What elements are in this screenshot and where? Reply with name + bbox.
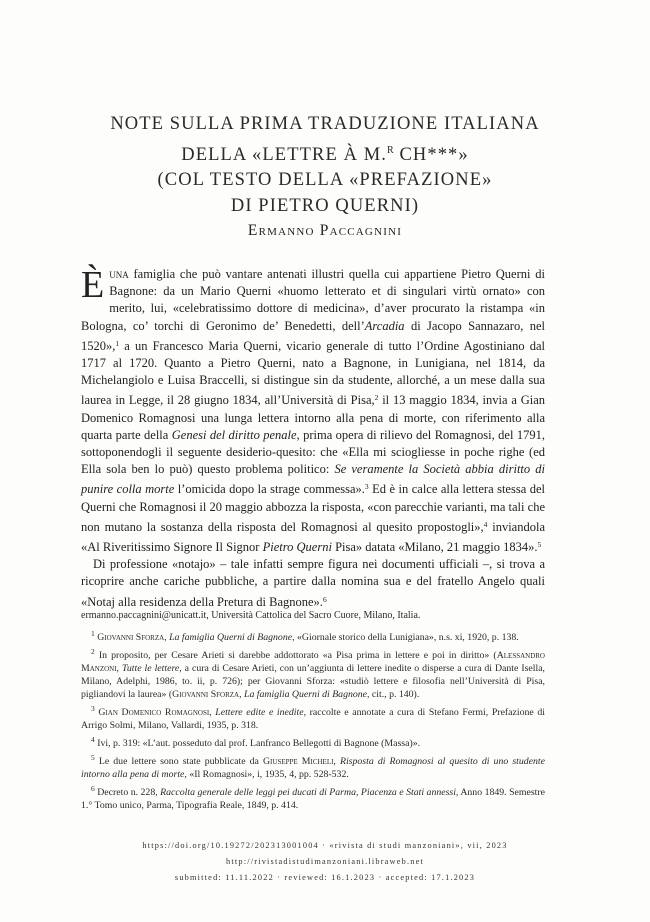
text-run: , raccolte e annotate a cura di Stefano Fermi, Prefazione di Arrigo Solmi, Milano, Vallardi, 1935, p. 318. — [81, 707, 545, 731]
footnote-2 — [81, 645, 545, 701]
paragraph-2 — [81, 556, 545, 611]
footnotes — [81, 609, 545, 813]
footnote-5 — [81, 751, 545, 781]
text-run: In proposito, per Cesare Arieti si darebbe addottorato «a Pisa prima in lettere e poi in diritto» ( — [94, 650, 497, 661]
text-run: , — [116, 663, 122, 674]
text-run: Di professione «notajo» – tale infatti sempre figura nei documenti ufficiali –, si trova a ricoprire anche cariche pubbliche, a partire dalla nomina sua e del fratello Angelo quali «Notaj alla residenza della Pretura di Bagnone». — [81, 557, 545, 609]
title-line-1: NOTE SULLA PRIMA TRADUZIONE ITALIANA — [110, 114, 540, 134]
footnote-ref-6[interactable]: 6 — [322, 594, 327, 604]
text-run: , «Giornale storico della Lunigiana», n.s. xi, 1920, p. 138. — [292, 632, 519, 643]
footnote-number: 5 — [91, 753, 95, 762]
italic-run: Pietro Querni — [262, 540, 332, 555]
article-title — [60, 112, 590, 219]
italic-run: Lettere edite e inedite — [215, 707, 304, 718]
footnote-ref-2[interactable]: 2 — [374, 393, 379, 403]
text-run: Le due lettere sono state pubblicate da — [94, 756, 263, 767]
text-run: , cit., p. 140). — [367, 689, 420, 700]
text-run: Ivi, p. 319: «L’aut. posseduto dal prof. Lanfranco Bellegotti di Bagnone (Massa)». — [94, 738, 421, 749]
smallcaps-opening: una — [109, 267, 129, 281]
smallcaps-run: Giuseppe Micheli — [262, 756, 334, 767]
text-run: , a cura di Cesare Arieti, con un’aggiunta di lettere inedite o disperse a cura di Dante Isella, Milano, Adelphi, 1986, to. ii, p. 726); per Giovanni Sforza: «studiò lettere e filosofia nell’Università di Pisa, pigliandovi la laurea» ( — [81, 663, 545, 700]
text-run: l’omicida dopo la strage commessa». — [174, 482, 365, 497]
author-name: Ermanno Paccagnini — [247, 222, 403, 239]
italic-run: Risposta di Romagnosi al quesito di uno studente intorno alla pena di morte — [81, 756, 545, 780]
footnote-4 — [81, 733, 545, 750]
italic-run: Se veramente la Società abbia diritto di punire colla morte — [81, 462, 545, 497]
text-run: , — [209, 707, 216, 718]
smallcaps-run: Gian Domenico Romagnosi — [98, 707, 210, 718]
text-run: il 13 maggio 1834, invia a Gian Domenico Romagnosi una lunga lettera intorno alla pena di morte, con riferimento alla quarta parte della — [81, 393, 545, 442]
text-run: Anno 1849. Semestre 1.° Tomo unico, Parma, Tipografia Reale, 1849, p. 414. — [81, 787, 546, 811]
italic-run: Tutte le lettere — [121, 663, 180, 674]
footnote-ref-1[interactable]: 1 — [115, 338, 120, 348]
text-run: a un Francesco Maria Querni, vicario generale di tutto l’Ordine Agostiniano dal 1717 al 1720. Quanto a Pietro Querni, nato a Bagnone, in Lunigiana, nel 1814, da Michelangiolo e Luisa Braccelli, si distingue sin da studente, allorché, a un mese dalla sua laurea in Legge, il 28 giugno 1834, all’Università di Pisa, — [81, 338, 545, 408]
footnote-6 — [81, 782, 545, 812]
footnote-ref-5[interactable]: 5 — [537, 540, 542, 550]
italic-run: La famiglia Querni di Bagnone — [244, 689, 368, 700]
italic-run: Raccolta generale delle leggi pei ducati di Parma, Piacenza e Stati annessi, — [160, 787, 459, 798]
title-line-2-post: CH***» — [393, 144, 469, 165]
submission-dates: submitted: 11.11.2022 · reviewed: 16.1.2023 · accepted: 17.1.2023 — [174, 873, 476, 882]
footnote-1 — [81, 627, 545, 644]
footnote-number: 3 — [91, 704, 95, 713]
text-run: inviandola «Al Riveritissimo Signore Il Signor — [81, 519, 545, 555]
text-run: Decreto n. 228, — [94, 787, 161, 798]
text-run: , — [239, 689, 245, 700]
text-run: , — [164, 632, 170, 643]
italic-run: La famiglia Querni di Bagnone — [169, 632, 293, 643]
text-run: , — [333, 756, 340, 767]
smallcaps-run: Giovanni Sforza — [172, 689, 240, 700]
footnote-number: 2 — [91, 647, 95, 656]
italic-run: Genesi del diritto penale — [171, 427, 297, 442]
doi-line[interactable]: https://doi.org/10.19272/202313001004 · «rivista di studi manzoniani», vii, 2023 — [142, 841, 508, 850]
footnote-ref-4[interactable]: 4 — [483, 519, 488, 529]
footnote-ref-3[interactable]: 3 — [364, 482, 369, 492]
journal-url[interactable]: http://rivistadistudimanzoniani.libraweb.net — [226, 857, 424, 866]
drop-cap: È — [81, 264, 105, 306]
paragraph-1 — [81, 266, 545, 556]
text-run: di Jacopo Sannazaro, nel 1520», — [81, 318, 545, 353]
text-run: , «Il Romagnosi», i, 1935, 4, pp. 528-532. — [184, 769, 349, 780]
text-run: famiglia che può vantare antenati illustri quella cui appartiene Pietro Querni di Bagnone: da un Mario Querni «huomo letterato et di singulari virtù ornato» con merito, lui, «celebratissimo dottore di medicina», d’aver procurato la ristampa «in Bologna, co’ torchi di Geronimo de’ Benedetti, dell’ — [81, 267, 545, 333]
title-line-4: DI PIETRO QUERNI) — [230, 195, 420, 216]
smallcaps-run: Giovanni Sforza — [97, 632, 165, 643]
title-line-2-sup: R — [387, 144, 394, 156]
text-run: , prima opera di rilievo del Romagnosi, del 1791, sottoponendogli il seguente desiderio-quesito: che «Ella mi sciogliesse in poche righe (ed Ella sola ben lo può) questo problema politico: — [81, 427, 545, 477]
footnote-number: 1 — [91, 629, 95, 638]
text-run: Pisa» datata «Milano, 21 maggio 1834». — [331, 540, 538, 555]
footnote-number: 6 — [91, 784, 95, 793]
italic-run: Arcadia — [364, 318, 405, 333]
title-line-3: (COL TESTO DELLA «PREFAZIONE» — [157, 170, 493, 190]
footnote-number: 4 — [91, 735, 95, 744]
smallcaps-run: Alessandro Manzoni — [81, 650, 545, 674]
footnote-3 — [81, 702, 545, 732]
author-affiliation: ermanno.paccagnini@unicatt.it, Università Cattolica del Sacro Cuore, Milano, Italia. — [81, 610, 421, 621]
title-line-2-pre: DELLA «LETTRE À M. — [181, 144, 388, 165]
text-run: Ed è in calce alla lettera stessa del Querni che Romagnosi il 20 maggio abbozza la risposta, «con parecchie varianti, ma tali che non mutano la sostanza della risposta del Romagnosi al quesito propostogli», — [81, 482, 546, 534]
article-body — [81, 266, 545, 611]
title-line-2 — [60, 138, 590, 169]
